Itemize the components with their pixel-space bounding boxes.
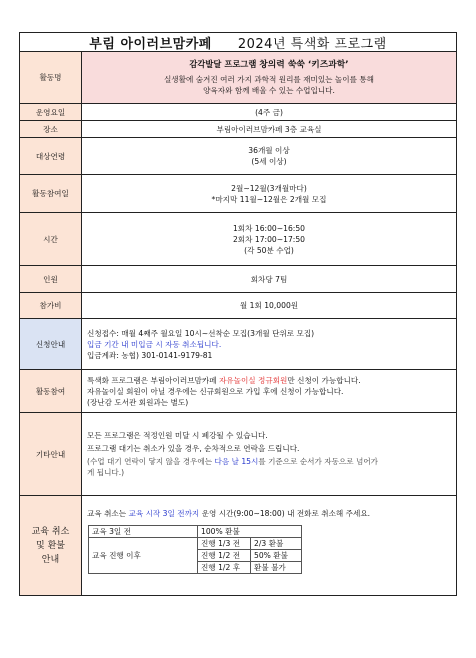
row-months: [20, 175, 457, 213]
age-line-1: 36개월 이상: [248, 146, 290, 155]
fee-value: 월 1회 10,000원: [82, 293, 457, 319]
refund-row-2: [89, 538, 302, 550]
activity-desc-2: 양육자와 함께 배울 수 있는 수업입니다.: [203, 86, 335, 95]
apply-line-2: 입금 기간 내 미입금 시 자동 취소됩니다.: [87, 339, 222, 349]
time-line-1: 1회차 16:00~16:50: [232, 223, 306, 233]
label-apply: 신청안내: [20, 319, 82, 370]
join-line-2: 자유놀이실 회원이 아닐 경우에는 신규회원으로 가입 후에 신청이 가능합니다.: [87, 386, 344, 396]
row-join: [20, 370, 457, 413]
title-program-year: 2024년 특색화 프로그램: [237, 36, 387, 52]
join-line-1-a: 특색화 프로그램은 부림아이러브맘카페: [87, 375, 219, 385]
time-line-3: (각 50분 수업): [244, 245, 294, 255]
etc-line-3: [87, 456, 452, 467]
etc-line-2: 프로그램 대기는 취소가 있을 경우, 순차적으로 연락을 드립니다.: [87, 444, 300, 453]
refund-r4-stage: 진행 1/2 후: [198, 562, 251, 574]
label-place: 장소: [20, 121, 82, 138]
etc-line-3-highlight: 다음 날 15시: [214, 457, 259, 466]
time-line-2: 2회차 17:00~17:50: [232, 234, 306, 244]
label-refund-3: 안내: [41, 554, 60, 565]
row-etc: [20, 413, 457, 496]
months-line-1: 2월~12월(3개월마다): [231, 183, 307, 193]
age-cell: [82, 138, 457, 175]
etc-line-3-a: (수업 대기 연락이 닿지 않을 경우에는: [87, 457, 215, 466]
months-cell: [82, 175, 457, 213]
label-day: 운영요일: [20, 104, 82, 121]
label-age: 대상연령: [20, 138, 82, 175]
join-line-3: (장난감 도서관 회원과는 별도): [87, 397, 189, 407]
etc-line-3-b: 를 기준으로 순서가 자동으로 넘어가: [258, 457, 379, 466]
label-people: 인원: [20, 266, 82, 293]
refund-r3-stage: 진행 1/2 전: [198, 550, 251, 562]
etc-line-1: 모든 프로그램은 적정인원 미달 시 폐강될 수 있습니다.: [87, 431, 268, 440]
title-cafe-name: 부림 아이러브맘카페: [89, 36, 212, 52]
refund-r2-stage: 진행 1/3 전: [198, 538, 251, 550]
label-time: 시간: [20, 213, 82, 266]
join-line-1: [87, 375, 452, 386]
join-cell: [82, 370, 457, 413]
page-title: [19, 32, 457, 51]
label-refund-1: 교육 취소: [31, 526, 70, 537]
refund-table: [88, 525, 302, 574]
activity-headline: [82, 59, 456, 71]
place-value: 부림아이러브맘카페 3층 교육실: [82, 121, 457, 138]
people-value: 회차당 7팀: [82, 266, 457, 293]
refund-cell: [82, 496, 457, 596]
refund-row-1: [89, 526, 302, 538]
row-time: [20, 213, 457, 266]
row-activity-name: [20, 52, 457, 104]
refund-r2-period: 교육 진행 이후: [89, 538, 198, 574]
months-line-2: *마지막 11월~12월은 2개월 모집: [211, 194, 327, 204]
program-info-table: [19, 51, 457, 596]
refund-r4-amount: 환불 불가: [251, 562, 302, 574]
age-line-2: (5세 이상): [251, 157, 287, 166]
refund-r2-amount: 2/3 환불: [251, 538, 302, 550]
label-activity-name: 활동명: [20, 52, 82, 104]
refund-r1-period: 교육 3일 전: [89, 526, 198, 538]
label-fee: 참가비: [20, 293, 82, 319]
apply-line-1: 신청접수: 매월 4째주 월요일 10시~선착순 모집(3개월 단위로 모집): [87, 328, 315, 338]
headline-prefix: 감각발달 프로그램: [189, 59, 260, 69]
refund-text-highlight: 교육 시작 3일 전까지: [128, 509, 200, 518]
row-fee: [20, 293, 457, 319]
label-etc: 기타안내: [20, 413, 82, 496]
activity-name-cell: [82, 52, 457, 104]
row-refund: [20, 496, 457, 596]
time-cell: [82, 213, 457, 266]
day-value: (4주 금): [82, 104, 457, 121]
refund-r3-amount: 50% 환불: [251, 550, 302, 562]
apply-cell: [82, 319, 457, 370]
row-people: [20, 266, 457, 293]
program-sheet: [19, 32, 457, 596]
etc-line-4: 게 됩니다.): [87, 468, 125, 477]
apply-line-3: 입금계좌: 농협) 301-0141-9179-81: [87, 350, 213, 360]
row-place: [20, 121, 457, 138]
join-line-1-b: 만 신청이 가능합니다.: [287, 375, 361, 385]
join-line-1-highlight: 자유놀이실 정규회원: [218, 375, 288, 385]
label-join: 활동참여: [20, 370, 82, 413]
refund-text-b: 운영 시간(9:00~18:00) 내 전화로 취소해 주세요.: [199, 509, 371, 518]
refund-text-a: 교육 취소는: [87, 509, 129, 518]
row-day: [20, 104, 457, 121]
label-months: 활동참여일: [20, 175, 82, 213]
refund-text: [82, 508, 452, 519]
row-apply: [20, 319, 457, 370]
headline-title: 창의력 쑥쑥 ‘키즈과학’: [259, 60, 349, 70]
label-refund-2: 및 환불: [36, 540, 65, 551]
refund-r1-amount: 100% 환불: [198, 526, 302, 538]
label-refund: [20, 496, 82, 596]
etc-cell: [82, 413, 457, 496]
row-age: [20, 138, 457, 175]
activity-desc-1: 실생활에 숨겨진 여러 가지 과학적 원리를 재미있는 놀이를 통해: [163, 75, 375, 84]
